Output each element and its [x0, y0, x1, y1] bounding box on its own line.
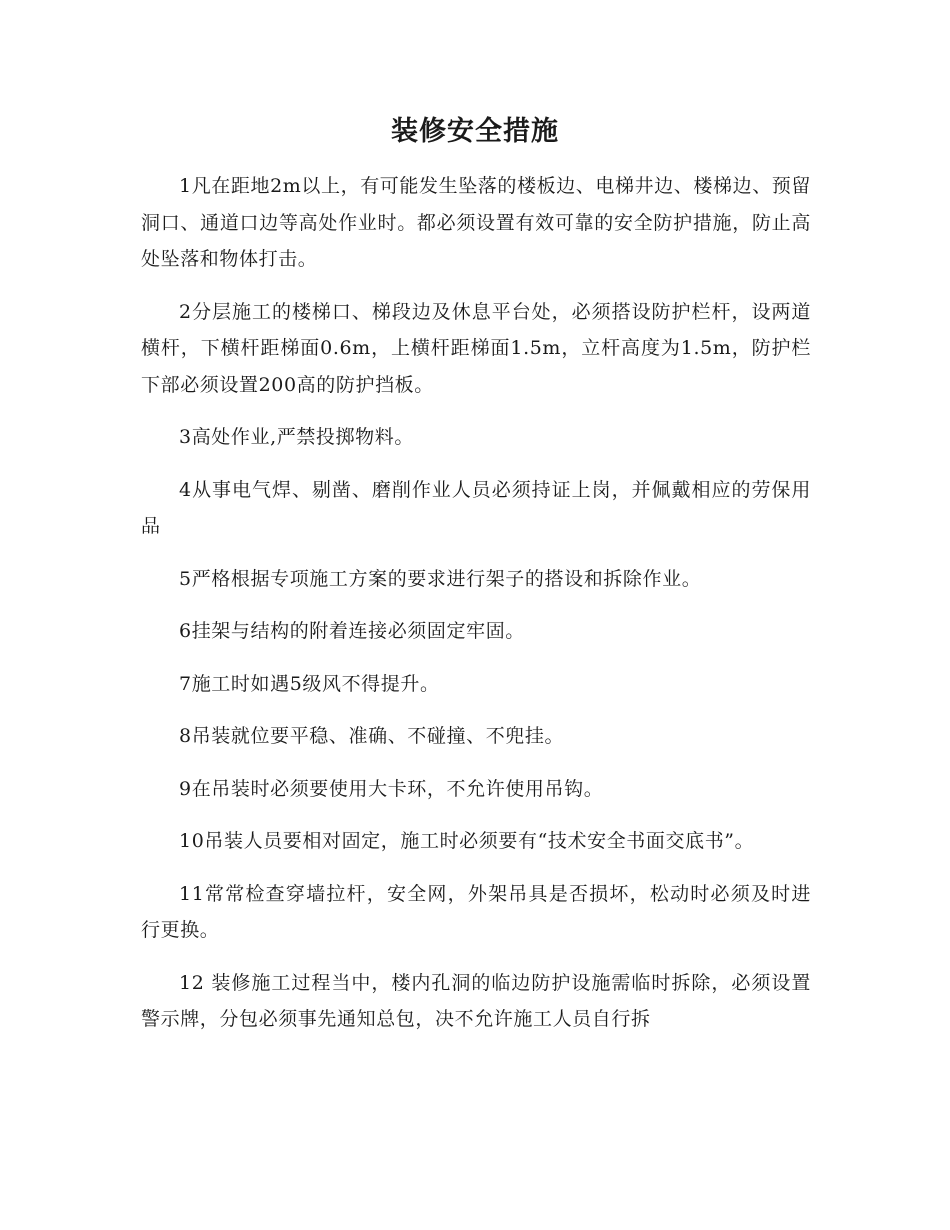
paragraph-9: 9在吊装时必须要使用大卡环，不允许使用吊钩。: [179, 777, 604, 800]
paragraph-4: 4从事电气焊、剔凿、磨削作业人员必须持证上岗，并佩戴相应的劳保用品: [141, 478, 811, 537]
paragraph-12: 12 装修施工过程当中，楼内孔洞的临边防护设施需临时拆除，必须设置警示牌，分包必须事先通知总包，决不允许施工人员自行拆: [141, 971, 811, 1030]
paragraph-10: 10吊装人员要相对固定，施工时必须要有“技术安全书面交底书”。: [179, 830, 755, 852]
paragraph-3: 3高处作业,严禁投掷物料。: [179, 426, 414, 448]
document-title: 装修安全措施: [391, 116, 559, 147]
paragraph-2: 2分层施工的楼梯口、梯段边及休息平台处，必须搭设防护栏杆，设两道横杆，下横杆距梯面0.6m，上横杆距梯面1.5m，立杆高度为1.5m，防护栏下部必须设置200高的防护挡板。: [141, 300, 811, 396]
paragraph-1: 1凡在距地2m以上，有可能发生坠落的楼板边、电梯井边、楼梯边、预留洞口、通道口边等高处作业时。都必须设置有效可靠的安全防护措施，防止高处坠落和物体打击。: [141, 175, 811, 270]
paragraph-5: 5严格根据专项施工方案的要求进行架子的搭设和拆除作业。: [179, 567, 702, 590]
paragraph-11: 11常常检查穿墙拉杆，安全网，外架吊具是否损坏，松动时必须及时进行更换。: [141, 882, 811, 941]
paragraph-6: 6挂架与结构的附着连接必须固定牢固。: [179, 620, 525, 642]
paragraph-7: 7施工时如遇5级风不得提升。: [179, 672, 440, 695]
document-body: [141, 168, 811, 1054]
paragraph-8: 8吊装就位要平稳、准确、不碰撞、不兜挂。: [179, 725, 565, 747]
